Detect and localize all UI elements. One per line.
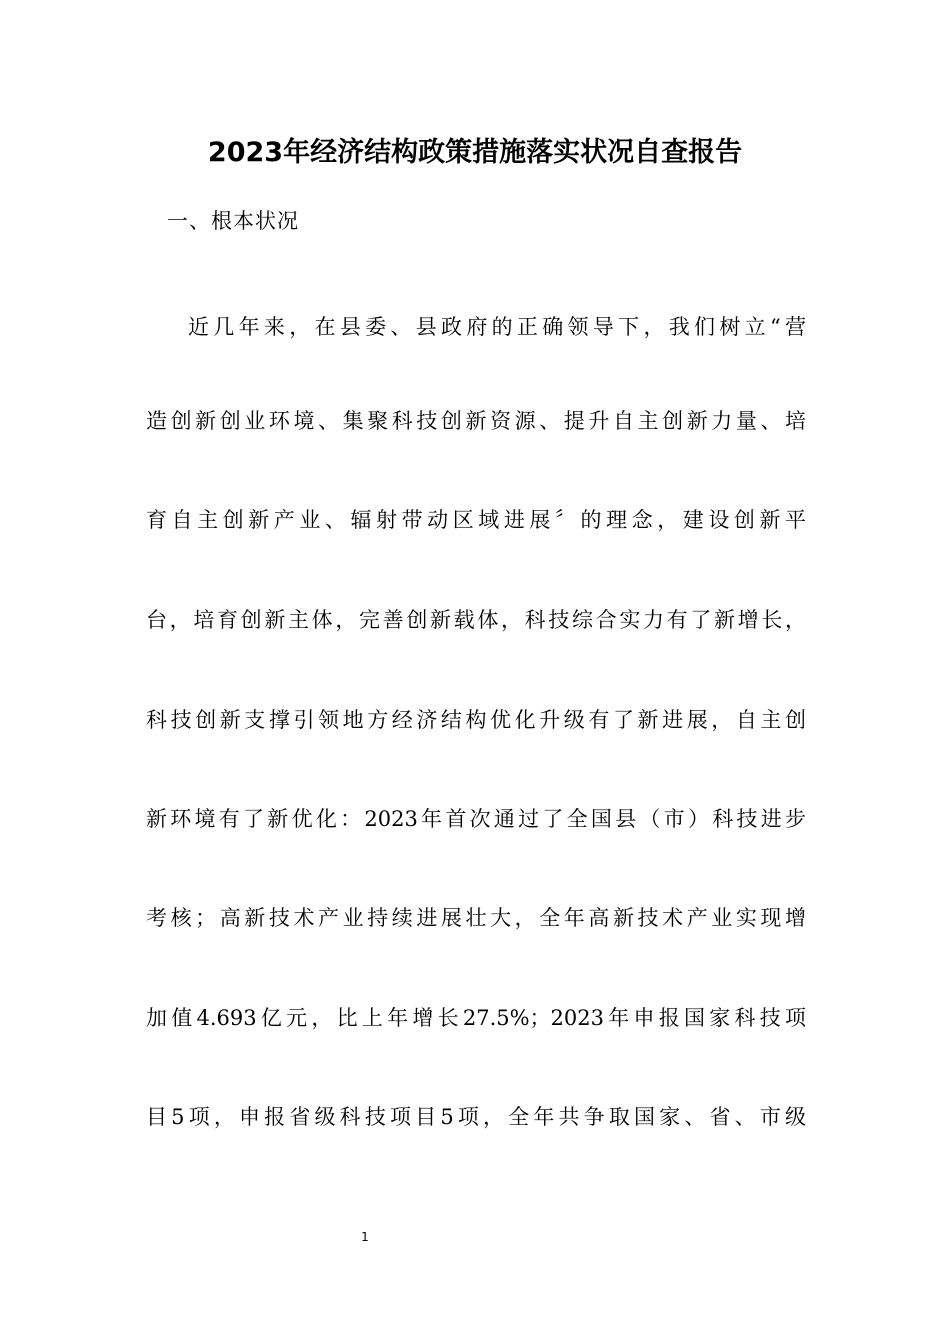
- paragraph-line: 育自主创新产业、辐射带动区域进展〞的理念，建设创新平: [146, 508, 806, 532]
- paragraph-line: 考核；高新技术产业持续进展壮大，全年高新技术产业实现增: [146, 906, 806, 930]
- paragraph-line: 目5项，申报省级科技项目5项，全年共争取国家、省、市级: [146, 1105, 806, 1129]
- paragraph-line: 造创新创业环境、集聚科技创新资源、提升自主创新力量、培: [146, 409, 806, 433]
- paragraph-line: 新环境有了新优化：2023年首次通过了全国县（市）科技进步: [146, 807, 806, 831]
- document-title: 2023年经济结构政策措施落实状况自查报告: [207, 137, 743, 168]
- page-number: 1: [361, 1230, 369, 1244]
- section-heading: 一、根本状况: [167, 209, 299, 233]
- paragraph-line: 加值4.693亿元，比上年增长27.5%；2023年申报国家科技项: [146, 1006, 806, 1030]
- paragraph-line: 台，培育创新主体，完善创新载体，科技综合实力有了新增长，: [146, 608, 806, 632]
- paragraph-line: 近几年来，在县委、县政府的正确领导下，我们树立“营: [188, 315, 806, 339]
- paragraph-line: 科技创新支撑引领地方经济结构优化升级有了新进展，自主创: [146, 708, 806, 732]
